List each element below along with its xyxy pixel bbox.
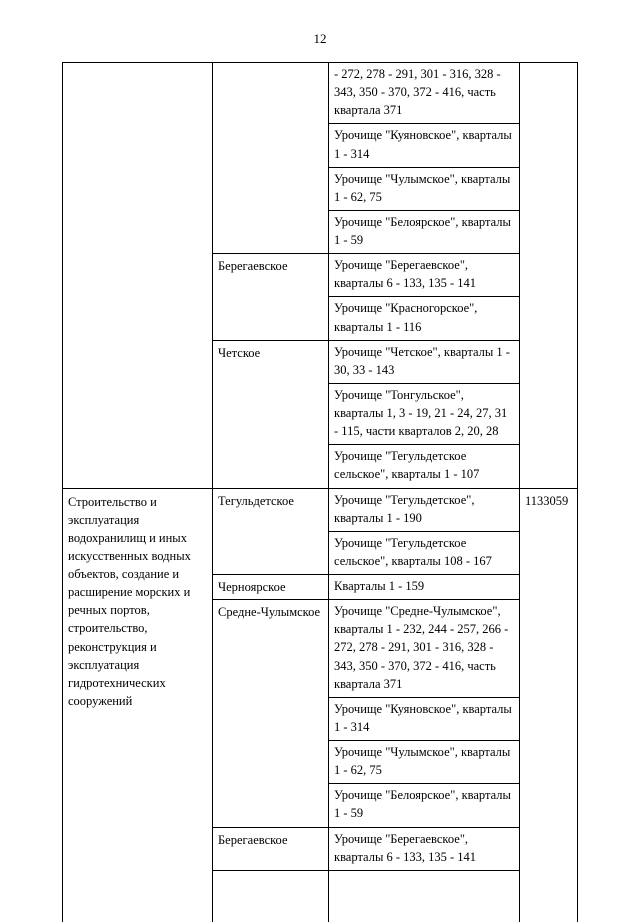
tract-cell: Урочище "Тегульдетское сельское", кварталы 108 - 167: [329, 531, 519, 574]
area-cell: [519, 63, 577, 488]
tract-cell: Урочище "Четское", кварталы 1 - 30, 33 - 143: [334, 344, 510, 377]
page-number: 12: [313, 31, 327, 46]
tract-list-empty: [329, 871, 519, 922]
tract-list: [329, 63, 519, 253]
district-tract-column: [213, 489, 519, 922]
district-cell: Берегаевское: [213, 254, 329, 340]
tract-cell: Урочище "Куяновское", кварталы 1 - 314: [329, 123, 519, 166]
district-cell: [213, 63, 329, 253]
tract-list: [329, 600, 519, 826]
district-cell: Тегульдетское: [213, 489, 329, 575]
tract-cell: Урочище "Куяновское", кварталы 1 - 314: [329, 697, 519, 740]
land-use-table: [62, 62, 578, 922]
tract-cell: Урочище "Берегаевское", кварталы 6 - 133, 135 - 141: [334, 831, 477, 864]
table-section: [63, 488, 577, 922]
district-row: [213, 489, 519, 575]
tract-list: [329, 254, 519, 340]
district-cell: Берегаевское: [213, 828, 329, 870]
table-section-continuation: [63, 63, 577, 488]
tract-cell: Урочище "Берегаевское", кварталы 6 - 133, 135 - 141: [334, 258, 477, 291]
district-row: [213, 827, 519, 870]
district-tract-column: [213, 63, 519, 488]
tract-list: [329, 828, 519, 870]
tract-cell: Урочище "Белоярское", кварталы 1 - 59: [329, 783, 519, 826]
district-cell: Средне-Чулымское: [213, 600, 329, 826]
tract-cell: Урочище "Чулымское", кварталы 1 - 62, 75: [329, 167, 519, 210]
area-cell: 1133059: [519, 489, 577, 922]
tract-cell: Урочище "Тегульдетское", кварталы 1 - 190: [334, 492, 475, 525]
district-row: [213, 574, 519, 599]
district-row: [213, 253, 519, 340]
activity-cell: [63, 63, 213, 488]
tract-cell: Урочище "Тонгульское", кварталы 1, 3 - 19, 21 - 24, 27, 31 - 115, части кварталов 2, 20, 28: [329, 383, 519, 444]
activity-cell: [63, 489, 213, 922]
district-row: [213, 63, 519, 253]
district-cell: Черноярское: [213, 575, 329, 599]
tract-cell: Урочище "Чулымское", кварталы 1 - 62, 75: [329, 740, 519, 783]
tract-list: [329, 489, 519, 575]
district-row: [213, 599, 519, 826]
empty-row: [213, 870, 519, 922]
activity-text: Строительство и эксплуатация водохранилищ и иных искусственных водных объектов, создание и расширение морских и речных портов, строительство, реконструкция и эксплуатация гидротехнических сооружений: [68, 494, 191, 708]
tract-list: [329, 575, 519, 599]
tract-cell: Урочище "Средне-Чулымское", кварталы 1 - 232, 244 - 257, 266 - 272, 278 - 291, 301 - 316, 328 - 343, 350 - 370, 372 - 416, часть квартала 371: [334, 604, 509, 691]
tract-cell: - 272, 278 - 291, 301 - 316, 328 - 343, 350 - 370, 372 - 416, часть квартала 371: [334, 67, 501, 118]
tract-cell: Урочище "Белоярское", кварталы 1 - 59: [329, 210, 519, 253]
district-row: [213, 340, 519, 488]
tract-cell: Урочище "Красногорское", кварталы 1 - 116: [329, 296, 519, 339]
district-cell-empty: [213, 871, 329, 922]
tract-list: [329, 341, 519, 488]
tract-cell: Урочище "Тегульдетское сельское", кварталы 1 - 107: [329, 444, 519, 487]
tract-cell-empty: [329, 871, 519, 922]
tract-cell: Кварталы 1 - 159: [334, 579, 425, 593]
district-cell: Четское: [213, 341, 329, 488]
